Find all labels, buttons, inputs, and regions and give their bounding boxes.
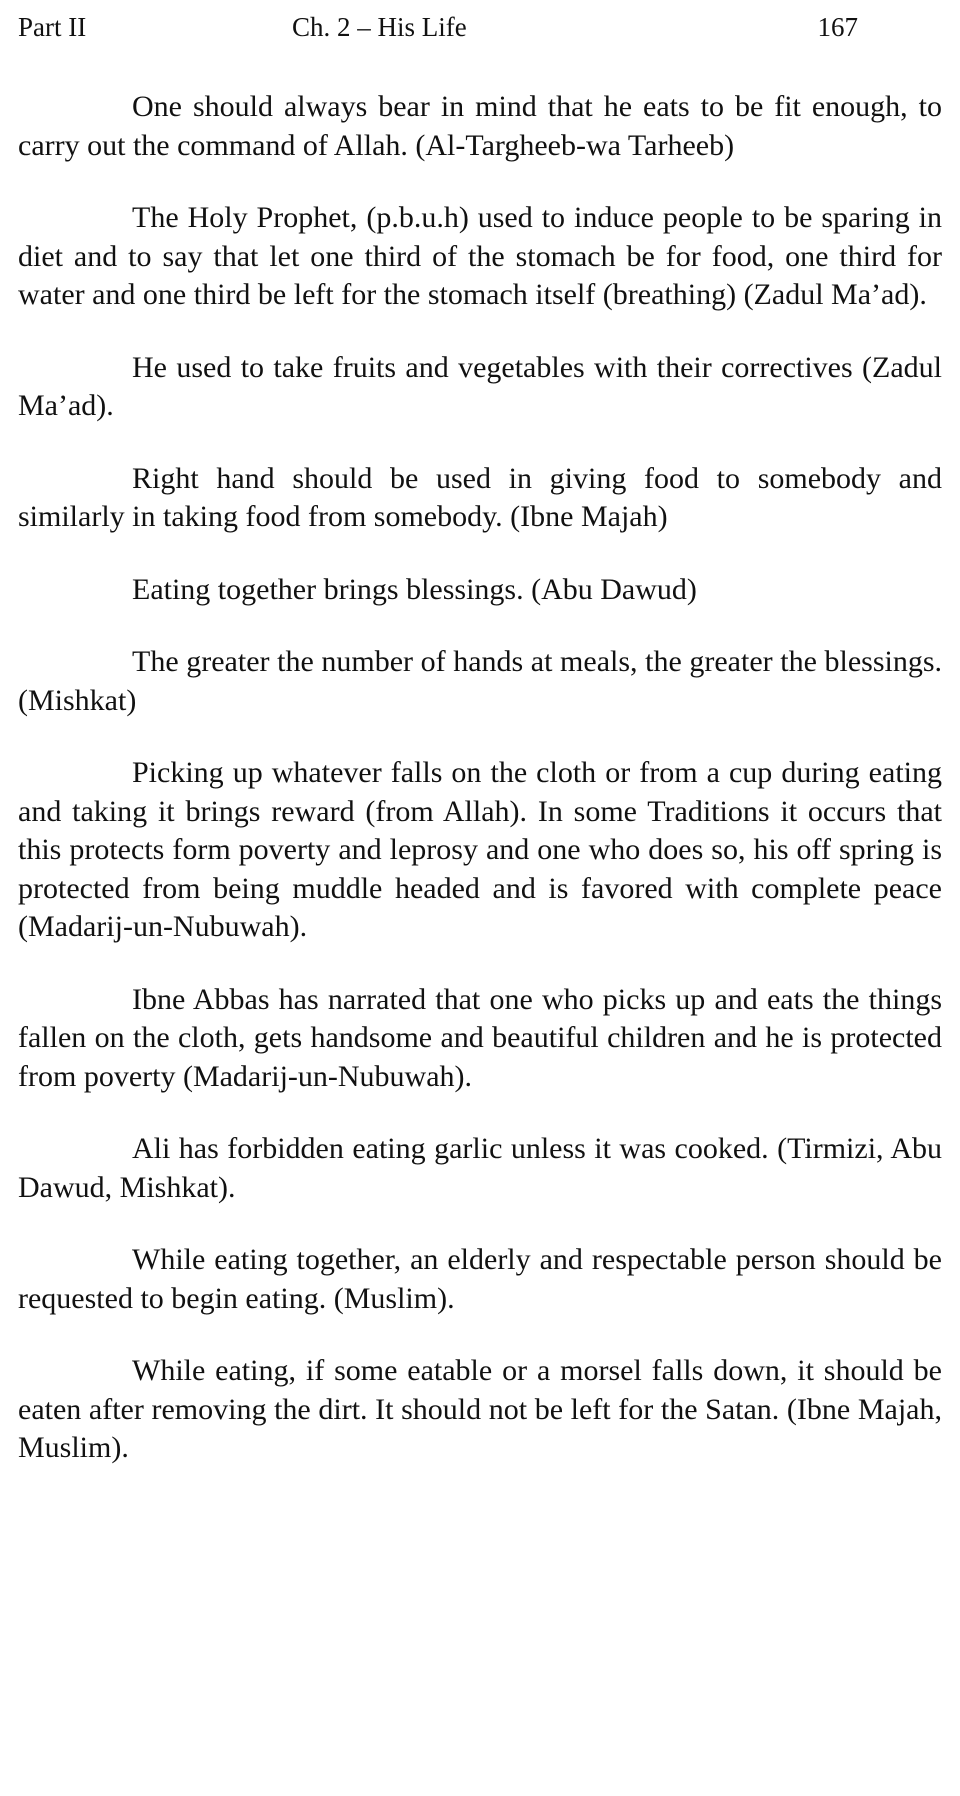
paragraph: One should always bear in mind that he eats to be fit enough, to carry out the command of Allah. (Al-Targheeb-wa Tarheeb)	[18, 90, 942, 162]
paragraph: Ibne Abbas has narrated that one who picks up and eats the things fallen on the cloth, gets handsome and beautiful children and he is protected from poverty (Madarij-un-Nubuwah).	[18, 982, 942, 1093]
part-label: Part II	[18, 12, 87, 42]
document-page	[18, 0, 942, 1468]
paragraph: While eating together, an elderly and respectable person should be requested to begin eating. (Muslim).	[18, 1243, 942, 1315]
paragraph: While eating, if some eatable or a morsel falls down, it should be eaten after removing the dirt. It should not be left for the Satan. (Ibne Majah, Muslim).	[18, 1354, 942, 1464]
paragraph: The Holy Prophet, (p.b.u.h) used to induce people to be sparing in diet and to say that let one third of the stomach be for food, one third for water and one third be left for the stomach itself (breathing) (Zadul Ma’ad).	[18, 201, 942, 311]
paragraph: Ali has forbidden eating garlic unless it was cooked. (Tirmizi, Abu Dawud, Mishkat).	[18, 1132, 942, 1204]
paragraph: He used to take fruits and vegetables with their correctives (Zadul Ma’ad).	[18, 350, 942, 422]
paragraph: Eating together brings blessings. (Abu Dawud)	[132, 572, 697, 606]
running-header	[18, 0, 942, 60]
paragraph: Picking up whatever falls on the cloth or from a cup during eating and taking it brings reward (from Allah). In some Traditions it occurs that this protects form poverty and leprosy and one who does so, his off spring is protected from being muddle headed and is favored with complete peace (Madarij-un-Nubuwah).	[18, 756, 942, 943]
paragraph: Right hand should be used in giving food to somebody and similarly in taking food from somebody. (Ibne Majah)	[18, 461, 942, 533]
paragraph: The greater the number of hands at meals, the greater the blessings. (Mishkat)	[18, 645, 942, 717]
chapter-title: Ch. 2 – His Life	[292, 12, 467, 42]
body-text	[18, 88, 942, 1468]
page-number: 167	[817, 12, 858, 42]
